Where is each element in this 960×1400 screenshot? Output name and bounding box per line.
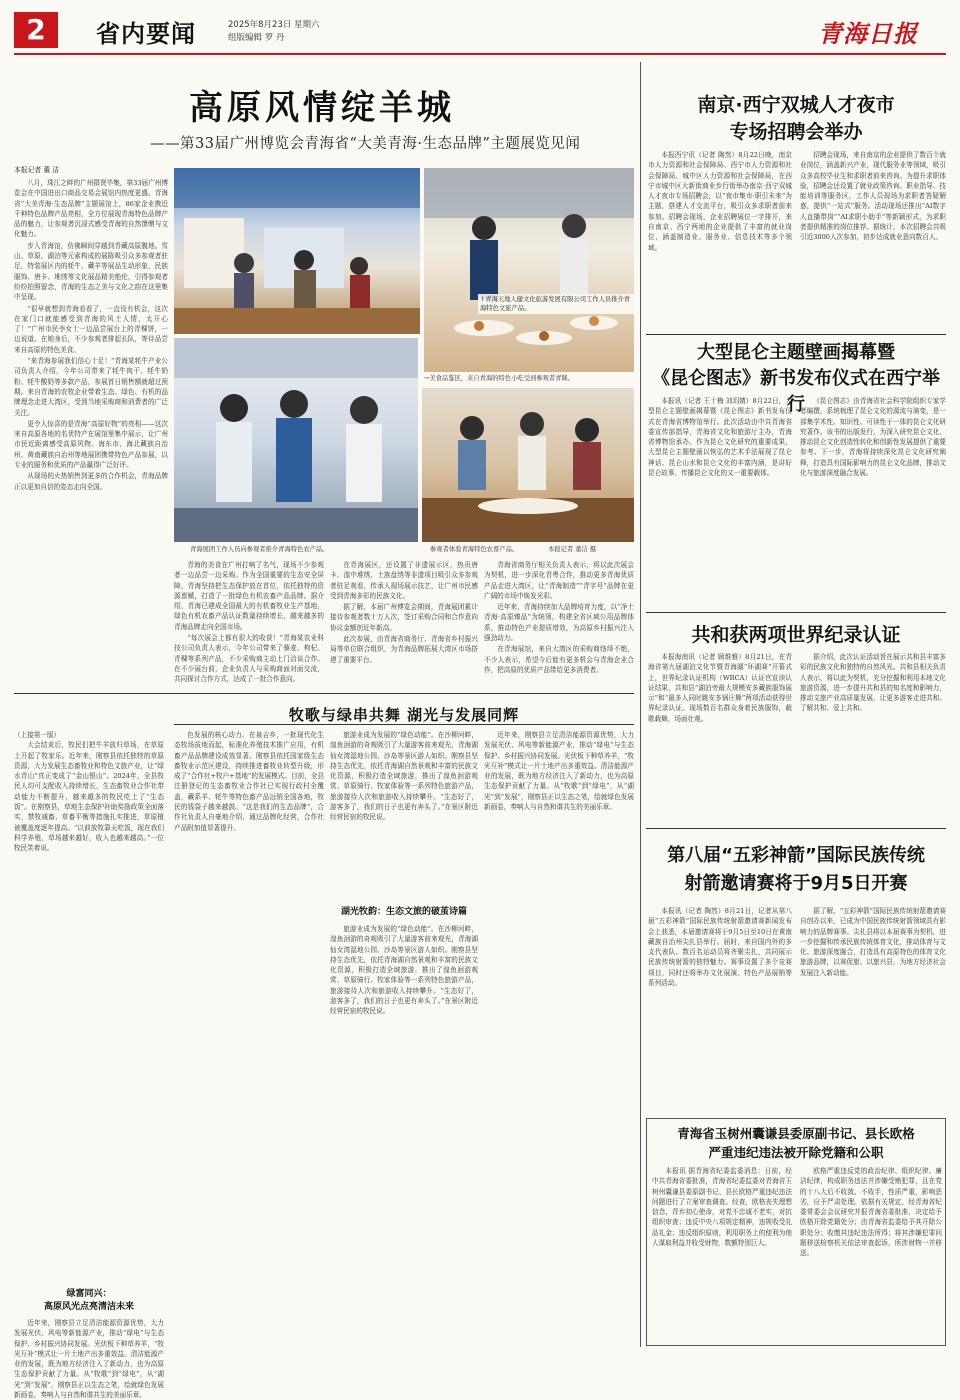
lead-byline: 本报记者 董 洁 [14,166,60,174]
lead-bottom-rule [14,693,634,694]
food-scene-graphic [424,168,634,372]
feature-col4 [484,730,634,1346]
lead-col-paragraph: 青海的美食在广州打响了名气，现场不少参观者一边品尝一边采购。作为全国重要的生态安全屏障，青海坚持把生态保护放在首位，依托独特的资源禀赋，打造了一批绿色有机农畜产品品牌。据介绍，青海已建成全国最大的有机畜牧业生产基地，绿色有机农畜产品认证数量持续增长，越来越多的青海品牌走向全国市场。 [174,561,324,631]
article2-title-line2: 专场招聘会举办 [729,121,863,143]
article5-title [646,842,946,898]
lead-col-paragraph: “每次展会上都有很大的收获！”青海某农业科技公司负责人表示，今年公司带来了藜麦、枸杞、青稞等系列产品，不少采购商主动上门洽谈合作。在不少展台前，企业负责人与采购商面对面交流，共同探讨合作方式，达成了一批合作意向。 [174,634,324,684]
article3-title-line2: 《昆仑图志》新书发布仪式在西宁举行 [652,368,940,415]
feature-col3-top [330,730,478,826]
article6-title-line2: 严重违纪违法被开除党籍和公职 [708,1145,884,1160]
article2-col1: 本报西宁讯（记者 陶然）8月22日晚，南京市人力资源和社会保障局、西宁市人力资源和社会保障局、城中区人力资源和社会保障局，在西宁市城中区大新街商业步行街举办南京·西宁双城人才夜市专场招聘会，以“夜市集市·职引未来”为主题，搭建人才交流平台，吸引众多求职者前来参加。招聘会现场，企业招聘展位一字排开，来自南京、西宁两地的企业提供了丰富的就业岗位，涵盖制造业、服务业、信息技术等多个领域。 [648,151,792,252]
article3-col2: 《昆仑图志》由青海省社会科学院组织专家学者编撰，系统梳理了昆仑文化的源流与演变，是一部集学术性、知识性、可读性于一体的昆仑文化研究著作。该书的出版发行，为深入研究昆仑文化、推动昆仑文化创造性转化和创新性发展提供了重要参考。下一步，青海将持续深化昆仑文化研究阐释，打造具有国际影响力的昆仑文化品牌，推动文化与旅游深度融合发展。 [800,397,946,478]
lead-col-paragraph: 此次参展，由青海省商务厅、青海省乡村振兴局等单位联合组织，为青海品牌拓展大湾区市场搭建了重要平台。 [330,635,478,664]
feature-subhead2 [14,1288,164,1314]
feature-title: 牧歌与绿串共舞 湖光与发展同辉 [288,706,520,724]
article4-rule [646,828,946,829]
lead-col-paragraph: 青海省商务厅相关负责人表示，将以此次展会为契机，进一步深化青粤合作，推动更多青海优质产品走进大湾区，让“青海制造”“青字号”品牌在更广阔的市场中焕发光彩。 [484,561,634,600]
photo-exhibition-booth [174,168,420,334]
staff-scene-graphic [174,338,418,542]
photo-staff-promotion [174,338,418,542]
lead-col-paragraph: 在青海展区，还设置了非遗展示区，热贡唐卡、湟中堆绣、土族盘绣等非遗项目吸引众多参观者驻足观看，传承人现场展示技艺，让广州市民感受到青海多彩的民族文化。 [330,561,478,600]
lead-col-3 [330,560,478,688]
lead-paragraph: 从现场的火热销售到更多的合作机会，青海品牌正以更加自信的姿态走向全国。 [14,472,168,491]
photo-caption-bottom-left: 青海展团工作人员向参观者推介青海特色农产品。 [190,546,329,553]
section-title: 省内要闻 [96,20,196,48]
booth-scene-graphic [174,168,420,334]
article6-title [648,1124,944,1162]
feature-col3 [330,924,478,1346]
feature-subhead2-line1: 绿富同兴： [66,1289,112,1299]
feature-col1-tail [14,1318,164,1400]
article5-col1: 本报讯（记者 陶然）8月21日，记者从第八届“五彩神箭”国际民族传统射箭邀请赛新闻发布会上获悉，本届邀请赛将于9月5日至10日在黄南藏族自治州尖扎县举行。届时，来自国内外的多支代表队、数百名运动员将齐聚尖扎，共同展示民族传统射箭的独特魅力。赛事设置了多个竞赛项目，同时还将举办文化展演、特色产品展销等系列活动。 [648,907,792,988]
lead-col-4 [484,560,634,688]
article4-title: 共和获两项世界纪录认证 [691,624,901,646]
photo-food-tasting [424,168,634,372]
lead-paragraph: “来青海参展我们信心十足！”青海某牦牛产业公司负责人介绍，今年公司带来了牦牛肉干、牦牛奶粉、牦牛酸奶等多款产品，参展首日销售额就超过预期。来自青海的农牧企业带着生态、绿色、有机的品牌理念走进大湾区，受到当地采购商和消费者的广泛关注。 [14,357,168,417]
lead-paragraph: “很早就想到青海看看了，一直没有机会，这次在家门口就能感受到青海的风土人情，太开心了！”广州市民李女士一边品尝展台上的青稞饼，一边说道。在她身后，不少参观者排起长队，等待品尝来自高原的特色美食。 [14,304,168,354]
feature-col3-text: 旅游业成为发展的“绿色动能”。在沙柳河畔，湟鱼洄游的奇观吸引了大量游客前来观光，青海湖仙女湾湿地公园、沙岛等景区游人如织。刚察县坚持生态优先，依托青海湖自然景观和丰富的民族文化资源，积极打造全域旅游，推出了湟鱼洄游观赏、草原骑行、牧家体验等一系列特色旅游产品，旅游接待人次和旅游收入持续攀升。“生态好了，游客多了，我们的日子也更有奔头了。”在景区附近经营民宿的牧民说。 [330,731,478,822]
page-number: 2 [26,13,46,46]
lead-paragraph: 步入青海馆，仿佛瞬间穿越到青藏高原腹地。雪山、草原、湖泊等元素构成的展陈吸引众多参观者驻足，特装展区内的牦牛、藏羊等展品生动形象，民族服饰、唐卡、堆绣等文化展品精美绝伦，引得参观者纷纷拍照留念，青海的生态之美与文化之韵在这里集中呈现。 [14,241,168,302]
feature-subhead2-line2: 高原风光点亮清洁未来 [43,1302,134,1312]
lead-body-col [14,178,168,686]
feature-col4-lead: 近年来，刚察县立足清洁能源资源优势，大力发展光伏、风电等新能源产业，推动“绿电”与生态保护、乡村振兴协同发展。光伏板下种草养羊，“牧光互补”模式让一片土地产出多重效益。清洁能源产业的发展，既为地方经济注入了新动力，也为高原生态保护贡献了力量。从“牧歌”到“绿电”，从“湖光”到“发展”，刚察县正以生态之笔，绘就绿色发展新画卷，奏响人与自然和谐共生的美丽乐章。 [14,1319,164,1400]
article5-col2: 据了解，“五彩神箭”国际民族传统射箭邀请赛自创办以来，已成为中国民族传统射箭领域具有影响力的品牌赛事。尖扎县将以本届赛事为契机，进一步挖掘和传承民族传统体育文化，推动体育与文化、旅游深度融合，打造具有高原特色的体育文化旅游品牌，以赛促旅、以旅兴县，为地方经济社会发展注入新动能。 [800,907,946,977]
lead-col-paragraph: 在青海展馆，来自大湾区的采购商络绎不绝，不少人表示，希望今后能有更多机会与青海企业合作，把高原的优质产品带给更多消费者。 [484,645,634,674]
photo-credit: 本报记者 董洁 摄 [548,546,597,553]
lead-title: 高原风情绽羊城 [189,88,455,128]
photo-caption-bottom-right: 参观者体验青海特色农畜产品。 [430,546,519,553]
feature-title-rule [174,724,634,725]
lead-paragraph: 八月，珠江之畔的广州群贤毕集，第33届广州博览会在中国进出口商品交易会展馆内热度更盛。青海省“大美青海·生态品牌”主题展馆上，86家企业携近千种特色品牌产品亮相，全方位展现青海特色品牌产品的魅力，让参观者沉浸式感受青海的自然馈赠与文化魅力。 [14,179,168,239]
feature-col1-text: 大会结束后，牧民们把牛羊放归草场，在草原上开起了牧家乐。近年来，刚察县依托独特的草原资源，大力发展生态畜牧业和特色文旅产业，让“绿水青山”真正变成了“金山银山”。2024年，全县牧民人均可支配收入持续增长，生态畜牧业合作社带动能力不断提升，越来越多的牧民吃上了“生态饭”。在刚察县，草地生态保护补助奖励政策全面落实，禁牧减畜、草畜平衡等措施扎实推进，草原植被覆盖度逐年提高。“以前放牧靠天吃饭，现在我们科学养殖，草场越来越好，收入也越来越高。”一位牧民笑着说。 [14,741,164,853]
article6-title-line1: 青海省玉树州囊谦县委原副书记、县长欧格 [677,1126,915,1141]
lead-col-paragraph: 据了解，本届广州博览会期间，青海展团累计接待参观者数十万人次，签订采购合同和合作意向协议金额创近年新高。 [330,603,478,632]
article4-col1: 本报海南讯（记者 顾维雅）8月21日，在青海省第九届湖泊文化节暨青海湖“环湖赛”开幕式上，世界纪录认证机构（WRCA）认证官宣读认证结果，共和县“湖泊旁最大规模安多藏族服饰展示”和“最多人同时跳安多锅庄舞”两项活动获得世界纪录认证。现场数百名群众身着民族服饰，载歌载舞，场面壮观。 [648,653,792,723]
article6-col2: 欧格严重违反党的政治纪律、组织纪律、廉洁纪律，构成职务违法并涉嫌受贿犯罪，且在党的十八大后不收敛、不收手，性质严重，影响恶劣，应予严肃处理。依据有关规定，经青海省纪委常委会会议研究并报青海省委批准，决定给予欧格开除党籍处分；由青海省监委给予其开除公职处分；收缴其违纪违法所得；将其涉嫌犯罪问题移送检察机关依法审查起诉，所涉财物一并移送。 [800,1167,942,1258]
header-date: 2025年8月23日 星期六 [228,20,320,30]
header-editor: 组版编辑 罗 丹 [228,33,285,43]
lead-subtitle: ——第33届广州博览会青海省“大美青海·生态品牌”主题展览见闻 [150,136,581,152]
article5-title-line1: 第八届“五彩神箭”国际民族传统 [667,845,925,866]
article3-rule [646,612,946,613]
article2-rule [646,334,946,335]
lead-col-2 [174,560,324,688]
article3-col1: 本报讯（记者 王十梅 刘玥婧）8月22日，大型昆仑主题壁画揭幕暨《昆仑图志》新书发布仪式在青海省博物馆举行。此次活动由中共青海省委宣传部指导，青海省文化和旅游厅主办，青海省博物馆承办。作为昆仑文化研究的重要成果，大型昆仑主题壁画以恢弘的艺术手法展现了昆仑神话、昆仑山水和昆仑文化的丰富内涵，是讲好昆仑故事、传播昆仑文化的又一重要载体。 [648,397,792,478]
feature-col2: 色发展的核心动力。在泉吉乡，一批现代化生态牧场拔地而起，标准化养殖技术推广应用，有机畜产品品牌建设成效显著。刚察县依托国家级生态畜牧业示范区建设，持续推进畜牧业转型升级，形成了“合作社+牧户+基地”的发展模式。目前，全县注册登记的生态畜牧业合作社已实现行政村全覆盖，藏系羊、牦牛等特色畜产品远销全国各地，牧民的钱袋子越来越鼓。“这是我们的生态品牌”，合作社负责人自豪地介绍，通过品牌化经营，合作社产品附加值显著提升。 [174,731,324,832]
feature-prev-note: （上接第一版） [14,731,61,739]
lead-col-paragraph: 近年来，青海持续加大品牌培育力度，以“净土青海·高原臻品”为统领，构建全省区域公用品牌体系，推动特色产业提质增效，为高原乡村振兴注入强劲动力。 [484,603,634,643]
article2-col2: 招聘会现场，来自南京的企业提供了数百个就业岗位，涵盖新兴产业、现代服务业等领域，吸引众多高校毕业生和求职者前来咨询。为提升求职体验，招聘会还设置了就业政策咨询、职业指导、技能培训等服务区，工作人员现场为求职者答疑解惑，提供“一站式”服务。活动现场还推出“AI数字人直播带岗”“AI求职小助手”等新颖形式，为求职者提供精准的岗位推荐。据统计，本次招聘会共吸引近3000人次参加，初步达成就业意向数百人。 [800,151,946,242]
visitors-scene-graphic [422,388,634,542]
article4-col2: 据介绍，此次认证活动旨在展示共和县丰富多彩的民族文化和独特的自然风光。共和县相关负责人表示，将以此为契机，充分挖掘和利用本地文化旅游资源，进一步提升共和县的知名度和影响力，推动文旅产业高质量发展，让更多游客走进共和、了解共和、爱上共和。 [800,653,946,713]
feature-col1 [14,730,164,1282]
article5-title-line2: 射箭邀请赛将于9月5日开赛 [684,873,908,894]
photo-visitors-tasting [422,388,634,542]
photo-caption-right2: →美食品鉴区，来自青海的特色小吃受到参观者青睐。 [424,375,575,382]
vertical-divider [640,62,641,1347]
feature-col3-cont: 旅游业成为发展的“绿色动能”。在沙柳河畔，湟鱼洄游的奇观吸引了大量游客前来观光，青海湖仙女湾湿地公园、沙岛等景区游人如织。刚察县坚持生态优先，依托青海湖自然景观和丰富的民族文化资源，积极打造全域旅游，推出了湟鱼洄游观赏、草原骑行、牧家体验等一系列特色旅游产品，旅游接待人次和旅游收入持续攀升。“生态好了，游客多了，我们的日子也更有奔头了。”在景区附近经营民宿的牧民说。 [330,925,478,1016]
feature-subhead1: 湖光牧韵：生态文旅的破茧诗篇 [340,907,467,917]
article2-title-line1: 南京·西宁双城人才夜市 [697,94,895,116]
lead-paragraph: 更令人惊喜的是青海“高原好物”的亮相——这次来自高原各地的名优特产在展馆里集中展示，让广州市民近距离感受高原风物。海东市、海北藏族自治州、黄南藏族自治州等地展团携带特色产品参展，以专业的服务和优质的产品赢得广泛好评。 [14,419,168,470]
article3-title-line1: 大型昆仑主题壁画揭幕暨 [697,342,895,363]
masthead-logo: 青海日报 [818,19,918,48]
header-rule [14,53,946,55]
article6-col1: 本报讯 据青海省纪委监委消息：日前，经中共青海省委批准，青海省纪委监委对青海省玉树州囊谦县委原副书记、县长欧格严重违纪违法问题进行了立案审查调查。经查，欧格丧失理想信念，背弃初心使命，对党不忠诚不老实，对抗组织审查；违反中央八项规定精神，违规收受礼品礼金；违反组织原则，利用职务上的便利为他人谋取利益并收受财物，数额特别巨大。 [652,1167,792,1248]
feature-col4-text: 近年来，刚察县立足清洁能源资源优势，大力发展光伏、风电等新能源产业，推动“绿电”与生态保护、乡村振兴协同发展。光伏板下种草养羊，“牧光互补”模式让一片土地产出多重效益。清洁能源产业的发展，既为地方经济注入了新动力，也为高原生态保护贡献了力量。从“牧歌”到“绿电”，从“湖光”到“发展”，刚察县正以生态之笔，绘就绿色发展新画卷，奏响人与自然和谐共生的美丽乐章。 [484,731,634,812]
article2-title [646,92,946,146]
photo-caption-right: ↑青海天地人健文化旅游发展有限公司工作人员推介青海特色文旅产品。 [478,294,634,314]
